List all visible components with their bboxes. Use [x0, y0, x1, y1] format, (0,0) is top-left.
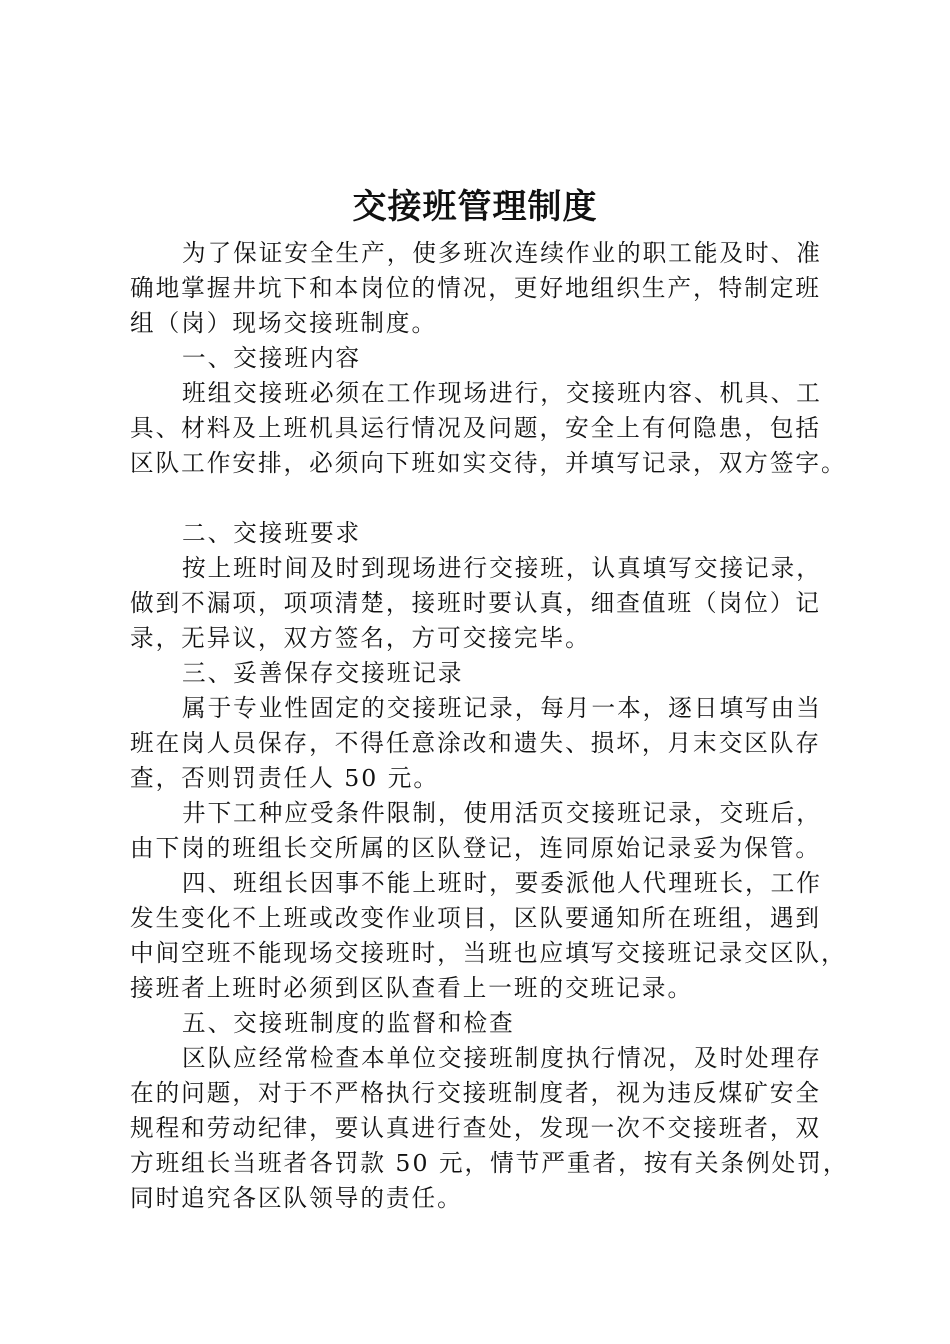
paragraph-line: 由下岗的班组长交所属的区队登记，连同原始记录妥为保管。 — [130, 834, 822, 862]
paragraph-line: 中间空班不能现场交接班时，当班也应填写交接班记录交区队， — [130, 939, 847, 967]
paragraph-line: 区队工作安排，必须向下班如实交待，并填写记录，双方签字。 — [130, 449, 847, 477]
paragraph-line: 区队应经常检查本单位交接班制度执行情况，及时处理存 — [182, 1044, 822, 1072]
document-title: 交接班管理制度 — [352, 187, 598, 227]
paragraph-line: 组（岗）现场交接班制度。 — [130, 309, 438, 337]
section-heading: 一、交接班内容 — [182, 344, 362, 372]
paragraph-line: 井下工种应受条件限制，使用活页交接班记录，交班后， — [182, 799, 822, 827]
paragraph-line: 方班组长当班者各罚款 50 元，情节严重者，按有关条例处罚， — [130, 1149, 849, 1177]
paragraph-line: 做到不漏项，项项清楚，接班时要认真，细查值班（岗位）记 — [130, 589, 822, 617]
section-heading: 二、交接班要求 — [182, 519, 362, 547]
section-heading: 三、妥善保存交接班记录 — [182, 659, 464, 687]
paragraph-line: 按上班时间及时到现场进行交接班，认真填写交接记录， — [182, 554, 822, 582]
document-body — [130, 236, 860, 1216]
paragraph-line: 发生变化不上班或改变作业项目，区队要通知所在班组，遇到 — [130, 904, 822, 932]
paragraph-line: 录，无异议，双方签名，方可交接完毕。 — [130, 624, 591, 652]
paragraph-line: 在的问题，对于不严格执行交接班制度者，视为违反煤矿安全 — [130, 1079, 822, 1107]
paragraph-line: 接班者上班时必须到区队查看上一班的交班记录。 — [130, 974, 694, 1002]
paragraph-line: 班组交接班必须在工作现场进行，交接班内容、机具、工 — [182, 379, 822, 407]
paragraph-line: 属于专业性固定的交接班记录，每月一本，逐日填写由当 — [182, 694, 822, 722]
section-heading: 五、交接班制度的监督和检查 — [182, 1009, 515, 1037]
blank-line — [130, 481, 860, 516]
paragraph-line: 为了保证安全生产，使多班次连续作业的职工能及时、准 — [182, 239, 822, 267]
paragraph-line: 班在岗人员保存，不得任意涂改和遗失、损坏，月末交区队存 — [130, 729, 822, 757]
paragraph-line: 规程和劳动纪律，要认真进行查处，发现一次不交接班者，双 — [130, 1114, 822, 1142]
paragraph-line: 确地掌握井坑下和本岗位的情况，更好地组织生产，特制定班 — [130, 274, 822, 302]
paragraph-line: 同时追究各区队领导的责任。 — [130, 1184, 463, 1212]
paragraph-line: 查，否则罚责任人 50 元。 — [130, 764, 439, 792]
paragraph-line: 具、材料及上班机具运行情况及问题，安全上有何隐患，包括 — [130, 414, 822, 442]
section-heading: 四、班组长因事不能上班时，要委派他人代理班长，工作 — [182, 869, 822, 897]
